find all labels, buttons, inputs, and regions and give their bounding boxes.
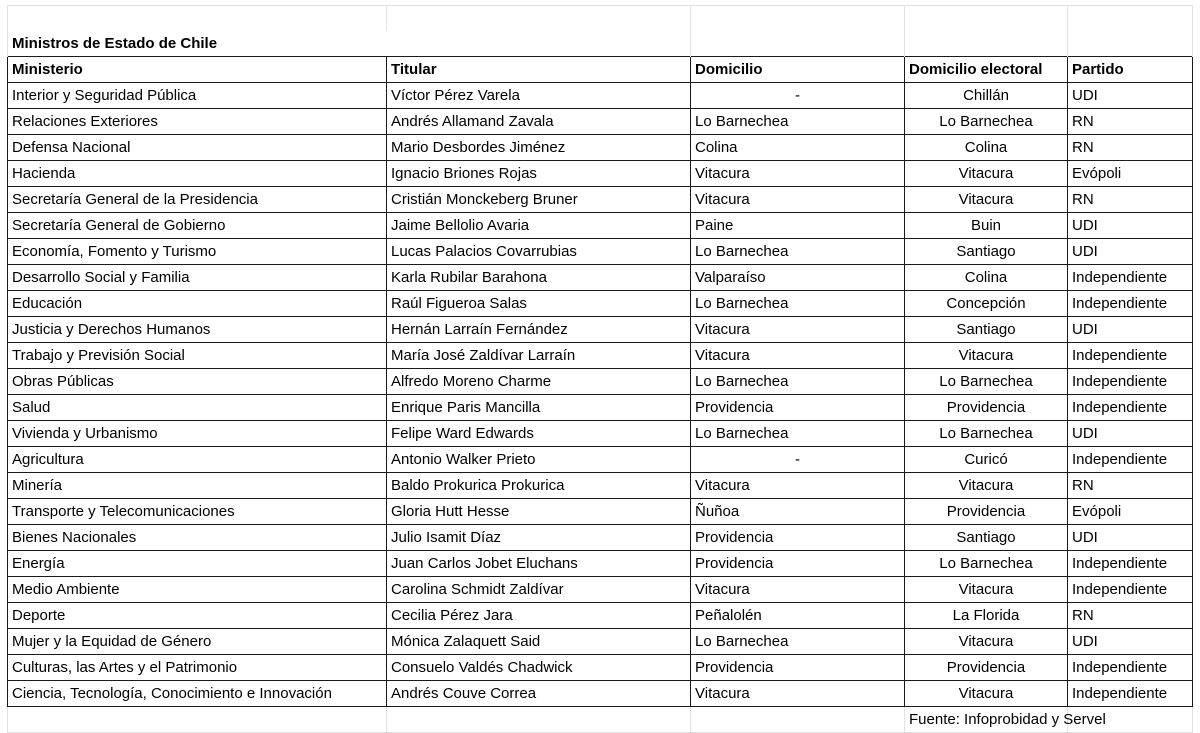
cell-ministerio[interactable]: Educación	[8, 291, 387, 317]
cell[interactable]	[8, 707, 387, 733]
cell-partido[interactable]: Independiente	[1068, 343, 1193, 369]
table-row	[8, 265, 1193, 291]
blank-row	[8, 6, 1193, 32]
cell-partido[interactable]: RN	[1068, 135, 1193, 161]
cell-titular[interactable]: Enrique Paris Mancilla	[387, 395, 691, 421]
table-row	[8, 447, 1193, 473]
cell-partido[interactable]: Independiente	[1068, 395, 1193, 421]
cell-domicilio[interactable]: Lo Barnechea	[691, 291, 905, 317]
table-row	[8, 213, 1193, 239]
cell-domicilio-electoral[interactable]: Lo Barnechea	[905, 421, 1068, 447]
cell-domicilio[interactable]: Lo Barnechea	[691, 109, 905, 135]
header-domicilio-electoral[interactable]: Domicilio electoral	[905, 57, 1068, 83]
table-row	[8, 395, 1193, 421]
table-row	[8, 603, 1193, 629]
cell-domicilio-electoral[interactable]: Vitacura	[905, 473, 1068, 499]
cell-ministerio[interactable]: Economía, Fomento y Turismo	[8, 239, 387, 265]
cell-ministerio[interactable]: Trabajo y Previsión Social	[8, 343, 387, 369]
cell-domicilio-electoral[interactable]: Colina	[905, 135, 1068, 161]
cell-domicilio-electoral[interactable]: Vitacura	[905, 629, 1068, 655]
table-row	[8, 525, 1193, 551]
cell-domicilio-electoral[interactable]: Vitacura	[905, 343, 1068, 369]
cell-ministerio[interactable]: Secretaría General de la Presidencia	[8, 187, 387, 213]
header-titular[interactable]: Titular	[387, 57, 691, 83]
cell-partido[interactable]: Independiente	[1068, 265, 1193, 291]
cell[interactable]	[1068, 6, 1193, 32]
table-row	[8, 655, 1193, 681]
cell-partido[interactable]: Independiente	[1068, 577, 1193, 603]
cell-titular[interactable]: Andrés Couve Correa	[387, 681, 691, 707]
cell-domicilio-electoral[interactable]: Concepción	[905, 291, 1068, 317]
cell-domicilio-electoral[interactable]: Buin	[905, 213, 1068, 239]
cell-domicilio[interactable]: Vitacura	[691, 317, 905, 343]
cell-ministerio[interactable]: Justicia y Derechos Humanos	[8, 317, 387, 343]
cell-titular[interactable]: Gloria Hutt Hesse	[387, 499, 691, 525]
table-row	[8, 551, 1193, 577]
cell-partido[interactable]: Independiente	[1068, 655, 1193, 681]
cell-ministerio[interactable]: Energía	[8, 551, 387, 577]
cell[interactable]	[1068, 31, 1193, 57]
cell-ministerio[interactable]: Interior y Seguridad Pública	[8, 83, 387, 109]
cell-domicilio-electoral[interactable]: Curicó	[905, 447, 1068, 473]
cell-domicilio[interactable]: Lo Barnechea	[691, 239, 905, 265]
header-partido[interactable]: Partido	[1068, 57, 1193, 83]
cell-titular[interactable]: Cristián Monckeberg Bruner	[387, 187, 691, 213]
cell-ministerio[interactable]: Relaciones Exteriores	[8, 109, 387, 135]
cell-ministerio[interactable]: Medio Ambiente	[8, 577, 387, 603]
cell-titular[interactable]: Julio Isamit Díaz	[387, 525, 691, 551]
cell[interactable]	[8, 6, 387, 32]
cell-domicilio[interactable]: Ñuñoa	[691, 499, 905, 525]
cell-domicilio[interactable]: Vitacura	[691, 577, 905, 603]
cell-partido[interactable]: UDI	[1068, 239, 1193, 265]
cell-partido[interactable]: UDI	[1068, 213, 1193, 239]
cell-domicilio[interactable]: Vitacura	[691, 161, 905, 187]
cell-ministerio[interactable]: Mujer y la Equidad de Género	[8, 629, 387, 655]
cell-domicilio-electoral[interactable]: Providencia	[905, 499, 1068, 525]
cell-partido[interactable]: Independiente	[1068, 681, 1193, 707]
cell-ministerio[interactable]: Minería	[8, 473, 387, 499]
cell-domicilio[interactable]: Providencia	[691, 655, 905, 681]
cell-ministerio[interactable]: Salud	[8, 395, 387, 421]
cell[interactable]	[387, 6, 691, 32]
cell-partido[interactable]: RN	[1068, 109, 1193, 135]
cell-ministerio[interactable]: Deporte	[8, 603, 387, 629]
cell-titular[interactable]: Raúl Figueroa Salas	[387, 291, 691, 317]
cell-ministerio[interactable]: Culturas, las Artes y el Patrimonio	[8, 655, 387, 681]
cell-titular[interactable]: Alfredo Moreno Charme	[387, 369, 691, 395]
cell-ministerio[interactable]: Vivienda y Urbanismo	[8, 421, 387, 447]
table-row	[8, 83, 1193, 109]
cell-ministerio[interactable]: Hacienda	[8, 161, 387, 187]
cell-titular[interactable]: Andrés Allamand Zavala	[387, 109, 691, 135]
table-row	[8, 161, 1193, 187]
cell-domicilio[interactable]: Vitacura	[691, 343, 905, 369]
cell-partido[interactable]: Independiente	[1068, 551, 1193, 577]
cell-partido[interactable]: RN	[1068, 187, 1193, 213]
cell-domicilio-electoral[interactable]: La Florida	[905, 603, 1068, 629]
cell-titular[interactable]: Baldo Prokurica Prokurica	[387, 473, 691, 499]
cell-titular[interactable]: Hernán Larraín Fernández	[387, 317, 691, 343]
cell-domicilio[interactable]: Lo Barnechea	[691, 629, 905, 655]
cell-ministerio[interactable]: Obras Públicas	[8, 369, 387, 395]
cell-titular[interactable]: Juan Carlos Jobet Eluchans	[387, 551, 691, 577]
cell-partido[interactable]: Evópoli	[1068, 161, 1193, 187]
cell[interactable]	[387, 707, 691, 733]
header-ministerio[interactable]: Ministerio	[8, 57, 387, 83]
cell-domicilio[interactable]: Colina	[691, 135, 905, 161]
cell-titular[interactable]: María José Zaldívar Larraín	[387, 343, 691, 369]
cell-partido[interactable]: UDI	[1068, 629, 1193, 655]
cell-domicilio-electoral[interactable]: Santiago	[905, 525, 1068, 551]
cell-titular[interactable]: Carolina Schmidt Zaldívar	[387, 577, 691, 603]
cell-domicilio-electoral[interactable]: Santiago	[905, 317, 1068, 343]
ministers-table	[7, 5, 1193, 733]
cell[interactable]	[691, 31, 905, 57]
cell-domicilio[interactable]: Providencia	[691, 395, 905, 421]
table-row	[8, 317, 1193, 343]
cell-ministerio[interactable]: Transporte y Telecomunicaciones	[8, 499, 387, 525]
source-note[interactable]: Fuente: Infoprobidad y Servel	[905, 707, 1068, 733]
table-title[interactable]: Ministros de Estado de Chile	[8, 31, 387, 57]
cell-ministerio[interactable]: Defensa Nacional	[8, 135, 387, 161]
cell[interactable]	[905, 31, 1068, 57]
cell-partido[interactable]: UDI	[1068, 421, 1193, 447]
cell-domicilio-electoral[interactable]: Vitacura	[905, 161, 1068, 187]
cell-ministerio[interactable]: Ciencia, Tecnología, Conocimiento e Innovación	[8, 681, 387, 707]
cell-titular[interactable]: Felipe Ward Edwards	[387, 421, 691, 447]
cell[interactable]	[387, 31, 691, 57]
cell-domicilio-electoral[interactable]: Vitacura	[905, 187, 1068, 213]
table-row	[8, 109, 1193, 135]
cell-partido[interactable]: Independiente	[1068, 369, 1193, 395]
cell-partido[interactable]: Independiente	[1068, 291, 1193, 317]
cell-domicilio-electoral[interactable]: Vitacura	[905, 681, 1068, 707]
cell-partido[interactable]: UDI	[1068, 317, 1193, 343]
table-row	[8, 577, 1193, 603]
cell-domicilio-electoral[interactable]: Colina	[905, 265, 1068, 291]
cell-titular[interactable]: Mónica Zalaquett Said	[387, 629, 691, 655]
cell-domicilio-electoral[interactable]: Providencia	[905, 655, 1068, 681]
table-row	[8, 239, 1193, 265]
cell[interactable]	[691, 707, 905, 733]
cell-domicilio[interactable]: Vitacura	[691, 681, 905, 707]
table-row	[8, 421, 1193, 447]
cell-ministerio[interactable]: Desarrollo Social y Familia	[8, 265, 387, 291]
table-row	[8, 499, 1193, 525]
table-row	[8, 681, 1193, 707]
cell-domicilio[interactable]: Vitacura	[691, 473, 905, 499]
cell-partido[interactable]: RN	[1068, 473, 1193, 499]
cell-domicilio[interactable]: -	[691, 83, 905, 109]
cell-domicilio[interactable]: Peñalolén	[691, 603, 905, 629]
table-row	[8, 343, 1193, 369]
cell-domicilio-electoral[interactable]: Santiago	[905, 239, 1068, 265]
cell-domicilio-electoral[interactable]: Lo Barnechea	[905, 369, 1068, 395]
footer-row	[8, 707, 1193, 733]
cell-domicilio[interactable]: Providencia	[691, 525, 905, 551]
cell-titular[interactable]: Víctor Pérez Varela	[387, 83, 691, 109]
title-row	[8, 31, 1193, 57]
table-row	[8, 187, 1193, 213]
table-row	[8, 135, 1193, 161]
cell-domicilio-electoral[interactable]: Lo Barnechea	[905, 109, 1068, 135]
table-row	[8, 291, 1193, 317]
table-row	[8, 369, 1193, 395]
cell-partido[interactable]: Evópoli	[1068, 499, 1193, 525]
cell[interactable]	[691, 6, 905, 32]
cell[interactable]	[905, 6, 1068, 32]
cell-titular[interactable]: Cecilia Pérez Jara	[387, 603, 691, 629]
cell-ministerio[interactable]: Secretaría General de Gobierno	[8, 213, 387, 239]
cell-domicilio[interactable]: Paine	[691, 213, 905, 239]
cell-domicilio[interactable]: Vitacura	[691, 187, 905, 213]
cell-domicilio[interactable]: Lo Barnechea	[691, 421, 905, 447]
cell-ministerio[interactable]: Agricultura	[8, 447, 387, 473]
cell-domicilio-electoral[interactable]: Chillán	[905, 83, 1068, 109]
cell-domicilio-electoral[interactable]: Lo Barnechea	[905, 551, 1068, 577]
cell-partido[interactable]: UDI	[1068, 525, 1193, 551]
spreadsheet	[7, 5, 1193, 733]
cell-domicilio[interactable]: Providencia	[691, 551, 905, 577]
header-domicilio[interactable]: Domicilio	[691, 57, 905, 83]
table-row	[8, 473, 1193, 499]
cell-domicilio[interactable]: -	[691, 447, 905, 473]
cell-partido[interactable]: RN	[1068, 603, 1193, 629]
cell-domicilio-electoral[interactable]: Providencia	[905, 395, 1068, 421]
cell-partido[interactable]: Independiente	[1068, 447, 1193, 473]
cell-titular[interactable]: Mario Desbordes Jiménez	[387, 135, 691, 161]
cell-partido[interactable]: UDI	[1068, 83, 1193, 109]
table-row	[8, 629, 1193, 655]
cell-domicilio-electoral[interactable]: Vitacura	[905, 577, 1068, 603]
cell-domicilio[interactable]: Valparaíso	[691, 265, 905, 291]
cell-titular[interactable]: Karla Rubilar Barahona	[387, 265, 691, 291]
cell-ministerio[interactable]: Bienes Nacionales	[8, 525, 387, 551]
cell-titular[interactable]: Ignacio Briones Rojas	[387, 161, 691, 187]
cell-titular[interactable]: Consuelo Valdés Chadwick	[387, 655, 691, 681]
cell-titular[interactable]: Antonio Walker Prieto	[387, 447, 691, 473]
cell-titular[interactable]: Lucas Palacios Covarrubias	[387, 239, 691, 265]
header-row	[8, 57, 1193, 83]
cell-domicilio[interactable]: Lo Barnechea	[691, 369, 905, 395]
cell-titular[interactable]: Jaime Bellolio Avaria	[387, 213, 691, 239]
